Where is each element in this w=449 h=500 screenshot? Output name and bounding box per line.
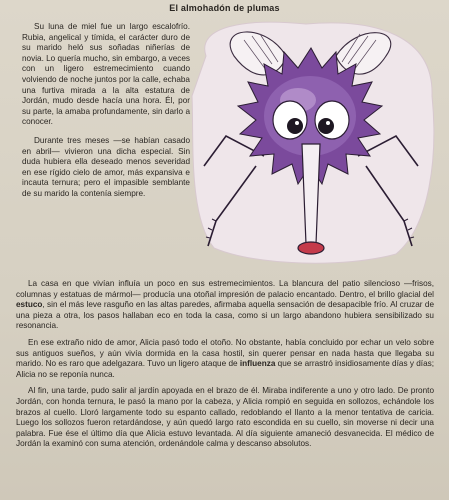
keyword-estuco: estuco — [16, 300, 43, 310]
text-run: , sin el más leve rasguño en las altas paredes, afirmaba aquella sensación de desapacible frío. Al cruzar de una pieza a otra, los pasos hallaban eco en toda la casa, como si un largo abandono hubiera sensibilizado su resonancia. — [16, 300, 434, 331]
paragraph-4 — [16, 338, 434, 380]
text-run: que se arrastró insidiosamente días y días; Alicia no se reponía nunca. — [16, 359, 435, 379]
paragraph-3 — [16, 279, 434, 332]
keyword-influenza: influenza — [239, 359, 276, 369]
paragraph-2: Durante tres meses —se habían casado en abril— vivieron una dicha especial. Sin duda hubiera ella deseado menos severidad en ese rígido cielo de amor, más expansiva e incauta ternura; pero el impasible semblante de su marido la contenía siempre. — [22, 135, 190, 198]
paragraph-1: Su luna de miel fue un largo escalofrío. Rubia, angelical y tímida, el carácter duro de su marido heló sus soñadas niñerías de novia. Lo quería mucho, sin embargo, a veces con un ligero estremecimiento cuando volviendo de noche juntos por la calle, echaba una furtiva mirada a la alta estatura de Jordán, mudo desde hacía una hora. Él, por su parte, la amaba profundamente, sin darlo a conocer. — [22, 22, 190, 127]
left-column — [22, 22, 190, 208]
body-text — [16, 279, 434, 456]
insect-illustration — [186, 16, 438, 266]
text-run: En ese extraño nido de amor, Alicia pasó todo el otoño. No obstante, había concluido por echar un velo sobre sus antiguos sueños, y aún vivía dormida en la casa hostil, sin querer pensar en nada hasta que llegaba su marido. No es raro que adelgazara. Tuvo un ligero ataque de — [16, 337, 434, 369]
page-title: El almohadón de plumas — [169, 3, 280, 13]
text-run: La casa en que vivían influía un poco en sus estremecimientos. La blancura del patio silencioso —frisos, columnas y estatuas de mármol— producía una otoñal impresión de palacio encantado. Dentro, el brillo glacial del — [16, 279, 434, 299]
paragraph-5: Al fin, una tarde, pudo salir al jardín apoyada en el brazo de él. Miraba indiferente a uno y otro lado. De pronto Jordán, con honda ternura, le pasó la mano por la cabeza, y Alicia rompió en seguida en sollozos, echándole los brazos al cuello. Lloró largamente todo su espanto callado, redoblando el llanto a la menor tentativa de caricia. Luego los sollozos fueron retardándose, y aún quedó largo rato escondida en su cuello, sin moverse ni decir una palabra. Fue ése el último día que Alicia estuvo levantada. Al día siguiente amaneció desvanecida. El médico de Jordán la examinó con suma atención, ordenándole calma y descanso absolutos. — [16, 386, 434, 449]
